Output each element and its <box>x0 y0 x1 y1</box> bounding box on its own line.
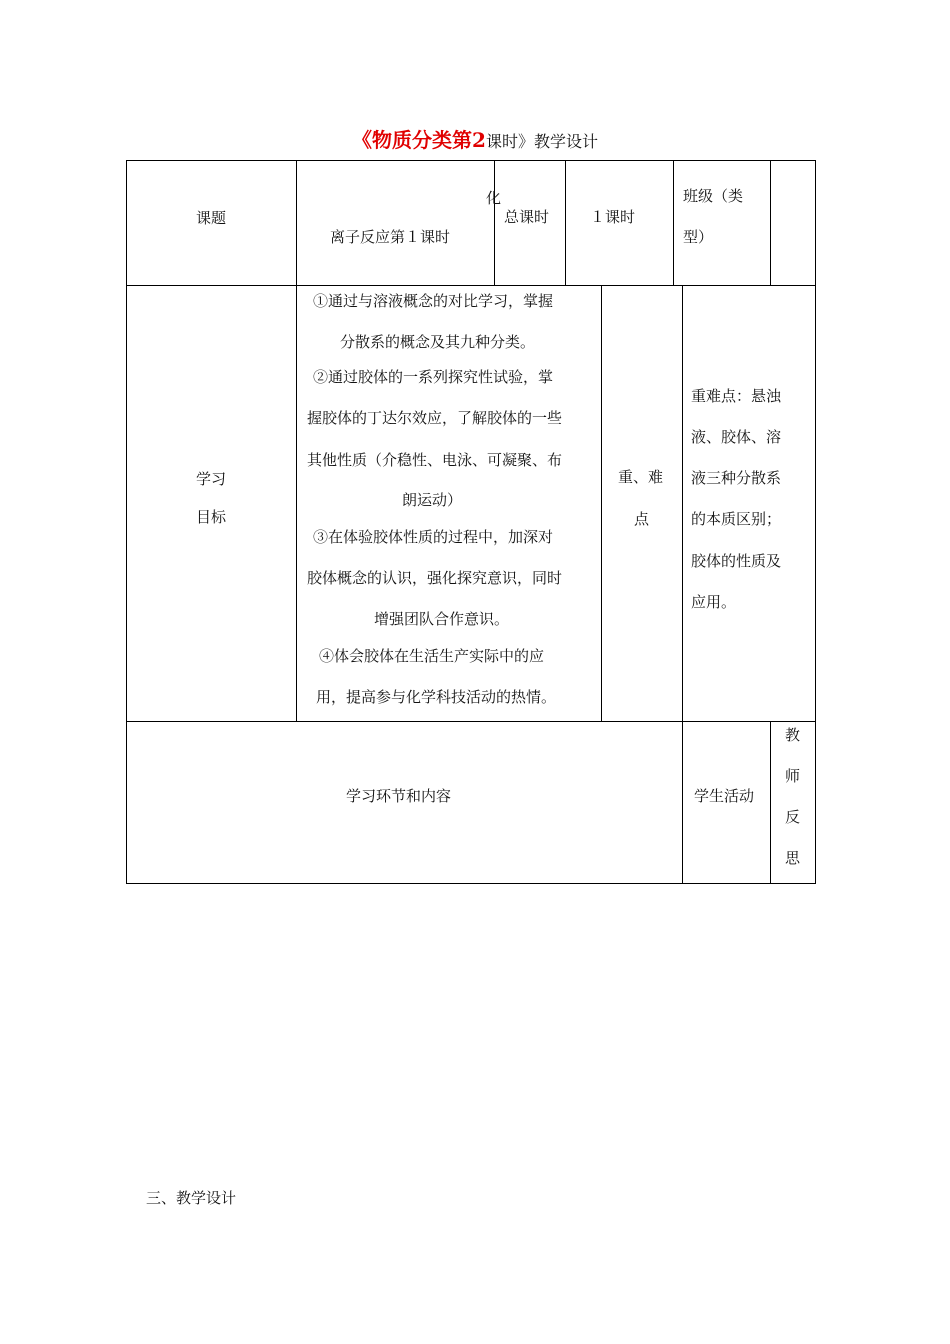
topic-mark: 化 <box>486 189 502 207</box>
row2-divider-b <box>601 285 602 722</box>
goal-line: 分散系的概念及其九种分类。 <box>340 333 536 351</box>
goal-line: ①通过与溶液概念的对比学习，掌握 <box>313 292 554 310</box>
topic-value: 离子反应第１课时 <box>330 228 451 246</box>
key-point-line: 的本质区别； <box>691 510 782 528</box>
table-border-right <box>815 160 816 884</box>
teacher-reflection-char: 思 <box>785 849 801 867</box>
row1-divider-b <box>494 160 495 286</box>
goals-label-line1: 学习 <box>196 470 227 488</box>
total-hours-label: 总课时 <box>504 208 550 226</box>
goal-line: ③在体验胶体性质的过程中，加深对 <box>313 528 554 546</box>
key-point-line: 应用。 <box>691 593 737 611</box>
row1-divider-e <box>770 160 771 286</box>
title-black-part: 课时》教学设计 <box>485 132 598 151</box>
class-type-label-line1: 班级（类 <box>683 187 744 205</box>
topic-label: 课题 <box>196 209 227 227</box>
key-point-line: 重难点：悬浊 <box>691 387 782 405</box>
document-title <box>0 124 950 153</box>
goal-line: 用，提高参与化学科技活动的热情。 <box>316 688 557 706</box>
section-heading: 三、教学设计 <box>146 1189 237 1207</box>
title-red-part: 《物质分类第2 <box>352 128 486 152</box>
goal-line: ②通过胶体的一系列探究性试验，掌 <box>313 368 554 386</box>
goal-line: 胶体概念的认识，强化探究意识，同时 <box>307 569 563 587</box>
table-row-divider-1 <box>126 285 816 286</box>
row2-divider-a <box>296 285 297 722</box>
goal-line: 增强团队合作意识。 <box>374 610 510 628</box>
goal-line: 握胶体的丁达尔效应，了解胶体的一些 <box>307 409 563 427</box>
table-border-bottom <box>126 883 816 884</box>
goals-label-line2: 目标 <box>196 508 227 526</box>
teacher-reflection-char: 反 <box>785 808 801 826</box>
content-label: 学习环节和内容 <box>346 787 452 805</box>
goal-line: 朗运动） <box>402 491 463 509</box>
goal-line: 其他性质（介稳性、电泳、可凝聚、布 <box>307 451 563 469</box>
class-type-label-line2: 型） <box>683 228 714 246</box>
row1-divider-d <box>673 160 674 286</box>
key-points-label-line2: 点 <box>634 510 650 528</box>
key-point-line: 液三种分散系 <box>691 469 782 487</box>
table-border-left <box>126 160 127 884</box>
row1-divider-a <box>296 160 297 286</box>
key-point-line: 胶体的性质及 <box>691 552 782 570</box>
teacher-reflection-char: 教 <box>785 726 801 744</box>
table-row-divider-2 <box>126 721 816 722</box>
total-hours-value: １课时 <box>590 208 636 226</box>
row3-divider-b <box>770 721 771 884</box>
student-activity-label: 学生活动 <box>694 787 755 805</box>
row1-divider-c <box>565 160 566 286</box>
goal-line: ④体会胶体在生活生产实际中的应 <box>319 647 545 665</box>
key-points-label-line1: 重、难 <box>618 468 664 486</box>
row3-divider-a <box>682 721 683 884</box>
row2-divider-c <box>682 285 683 722</box>
table-border-top <box>126 160 816 161</box>
teacher-reflection-char: 师 <box>785 767 801 785</box>
key-point-line: 液、胶体、溶 <box>691 428 782 446</box>
